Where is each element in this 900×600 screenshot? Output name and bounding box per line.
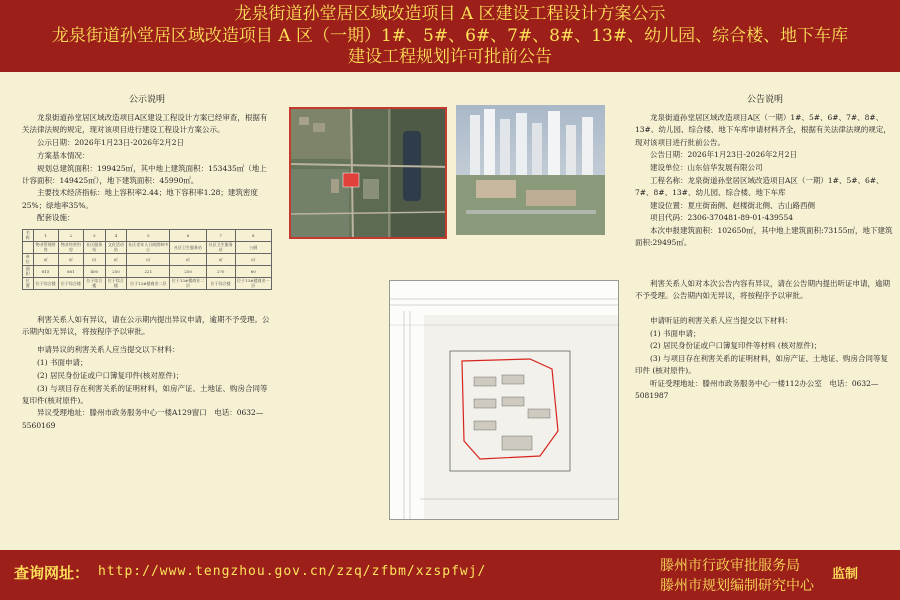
table-cell: 社区服务站 (83, 241, 105, 253)
table-cell: 1 (33, 229, 58, 241)
right-area: 本次申报建筑面积：102650㎡，其中地上建筑面积:73155㎡，地下建筑面积:29495㎡。 (635, 226, 893, 248)
table-cell: ㎡ (170, 253, 206, 265)
table-cell: 面积 (23, 265, 34, 277)
table-cell: 60 (235, 265, 271, 277)
query-url-link[interactable]: http://www.tengzhou.gov.cn/zzq/zfbm/xzspfwj/ (98, 564, 487, 579)
query-label: 查询网址： (14, 564, 90, 582)
left-objection: 利害关系人如有异议，请在公示期内提出异议申请，逾期不予受理。公示期内如无异议，将按程序予以审批。 (22, 314, 270, 336)
left-address: 异议受理地址：滕州市政务服务中心一楼A129窗口 电话：0632—5560169 (22, 408, 264, 430)
table-cell: 4 (105, 229, 127, 241)
table-cell: 位于综合楼 (33, 277, 58, 289)
table-cell: 文化活动站 (105, 241, 127, 253)
right-period: 公告日期：2026年1月23日-2026年2月2日 (650, 150, 798, 160)
table-row (23, 277, 272, 289)
site-plan-drawing (389, 280, 619, 520)
facility-table (22, 229, 272, 290)
header-banner (0, 0, 900, 72)
right-unit: 建设单位：山东信华发展有限公司 (650, 163, 763, 173)
left-period: 公示日期：2026年1月23日-2026年2月2日 (37, 138, 185, 148)
table-cell: 位于13#楼商业二层 (171, 278, 205, 289)
table-row (23, 265, 272, 277)
table-cell: 7 (206, 229, 235, 241)
table-cell: 位于综合楼 (105, 277, 127, 289)
right-material-2: (2) 居民身份证或户口簿复印件等材料 (核对原件)； (650, 341, 822, 351)
table-cell: 250 (170, 265, 206, 277)
supervise-label: 监制 (832, 567, 859, 582)
table-cell: ㎡ (235, 253, 271, 265)
table-cell: 位于综合楼 (206, 277, 235, 289)
left-intro: 龙泉街道孙堂居区域改造项目A区建设工程设计方案已经审查，根据有关法律法规的规定，现对该项目进行建设工程设计方案公示。 (22, 113, 268, 135)
left-material-3: (3) 与项目存在利害关系的证明材料，如房产证、土地证、购房合同等复印件(核对原件)。 (22, 383, 268, 405)
table-cell: 8 (235, 229, 271, 241)
right-intro: 龙泉街道孙堂居区域改造项目A区（一期）1#、5#、6#、7#、8#、13#、幼儿园、综合楼、地下车库申请材料齐全，根据有关法律法规的规定，现对该项目进行批前公告。 (635, 113, 891, 147)
left-material-2: (2) 居民身份证或户口簿复印件(核对原件)； (37, 370, 184, 380)
notice-board (0, 72, 900, 550)
table-cell: 5 (127, 229, 170, 241)
table-cell: 社区卫生服务站 (206, 241, 235, 253)
table-row (23, 241, 272, 253)
table-cell: ㎡ (33, 253, 58, 265)
table-row (23, 253, 272, 265)
table-cell: 物业管理用房 (33, 241, 58, 253)
table-cell: 位于综合楼 (83, 277, 105, 289)
right-materials-label: 申请听证的利害关系人应当提交以下材料： (650, 315, 793, 325)
left-basic-label: 方案基本情况： (37, 150, 90, 160)
right-material-3: (3) 与项目存在利害关系的证明材料，如房产证、土地证、购房合同等复印件 (核对原件)。 (635, 353, 889, 376)
table-cell: 221 (127, 265, 170, 277)
right-notice-title: 公告说明 (746, 95, 783, 105)
table-cell: 社区老年人日间照料中心 (128, 242, 169, 253)
table-cell: 400 (83, 265, 105, 277)
table-cell: 位置 (23, 277, 34, 289)
right-objection: 利害关系人如对本次公告内容有异议，请在公告期内提出听证申请，逾期不予受理。公告期内如无异议，将按程序予以审批。 (635, 278, 890, 301)
table-cell: 270 (206, 265, 235, 277)
table-cell: ㎡ (105, 253, 127, 265)
left-material-1: (1) 书面申请； (37, 358, 88, 368)
left-indicators: 主要技术经济指标：地上容积率2.44；地下容积率1.28；建筑密度25%；绿地率35%。 (22, 188, 258, 210)
table-cell: 6 (170, 229, 206, 241)
aerial-map-image (289, 107, 447, 239)
left-area: 规划总建筑面积：199425㎡，其中地上建筑面积：153435㎡（地上计容面积：149425㎡），地下建筑面积：45990㎡。 (22, 163, 267, 185)
aerial-rendering-image (456, 105, 605, 235)
right-address: 听证受理地址：滕州市政务服务中心一楼112办公室 电话：0632—5081987 (635, 378, 879, 401)
left-notice-title: 公示说明 (128, 95, 165, 105)
table-cell: 661 (58, 265, 83, 277)
table-cell: 物业经营用房 (58, 241, 83, 253)
table-cell: ㎡ (83, 253, 105, 265)
table-cell: 815 (33, 265, 58, 277)
page-subtitle-2: 建设工程规划许可批前公告 (348, 47, 552, 67)
table-cell: 位于13#楼商业二层 (127, 277, 170, 289)
table-cell: 公厕 (235, 241, 271, 253)
table-cell: ㎡ (206, 253, 235, 265)
table-cell: ㎡ (127, 253, 170, 265)
footer-banner (0, 550, 900, 600)
table-cell: 2 (58, 229, 83, 241)
table-cell: 社区卫生服务站 (170, 241, 206, 253)
table-cell: 单位 (23, 253, 34, 265)
table-cell: 3 (83, 229, 105, 241)
right-location: 建设位置：夏庄街南侧、赵楼街北侧、古山路西侧 (650, 200, 815, 210)
left-config-label: 配套设施： (37, 213, 75, 223)
compiling-org: 滕州市规划编制研究中心 (660, 578, 814, 594)
table-cell (23, 241, 34, 253)
right-project: 工程名称：龙泉街道孙堂居区域改造项目A区（一期）1#、5#、6#、7#、8#、13#、幼儿园、综合楼、地下车库 (635, 175, 884, 197)
left-materials-label: 申请异议的利害关系人应当提交以下材料： (37, 345, 180, 355)
table-cell: ㎡ (58, 253, 83, 265)
table-cell: 250 (105, 265, 127, 277)
page-subtitle: 龙泉街道孙堂居区域改造项目 A 区（一期）1#、5#、6#、7#、8#、13#、幼儿园、综合楼、地下车库 (51, 26, 849, 46)
page-title: 龙泉街道孙堂居区域改造项目 A 区建设工程设计方案公示 (234, 4, 666, 24)
table-cell: 名称 (23, 229, 34, 241)
table-cell: 位于综合楼 (58, 277, 83, 289)
left-notice (22, 94, 272, 432)
right-code: 项目代码：2306-370481-89-01-439554 (650, 213, 794, 223)
table-row (23, 229, 272, 241)
right-material-1: (1) 书面申请； (650, 328, 701, 338)
issuing-org: 滕州市行政审批服务局 (660, 558, 800, 574)
table-cell: 位于13#楼商业一层 (235, 277, 271, 289)
right-notice (635, 94, 895, 403)
